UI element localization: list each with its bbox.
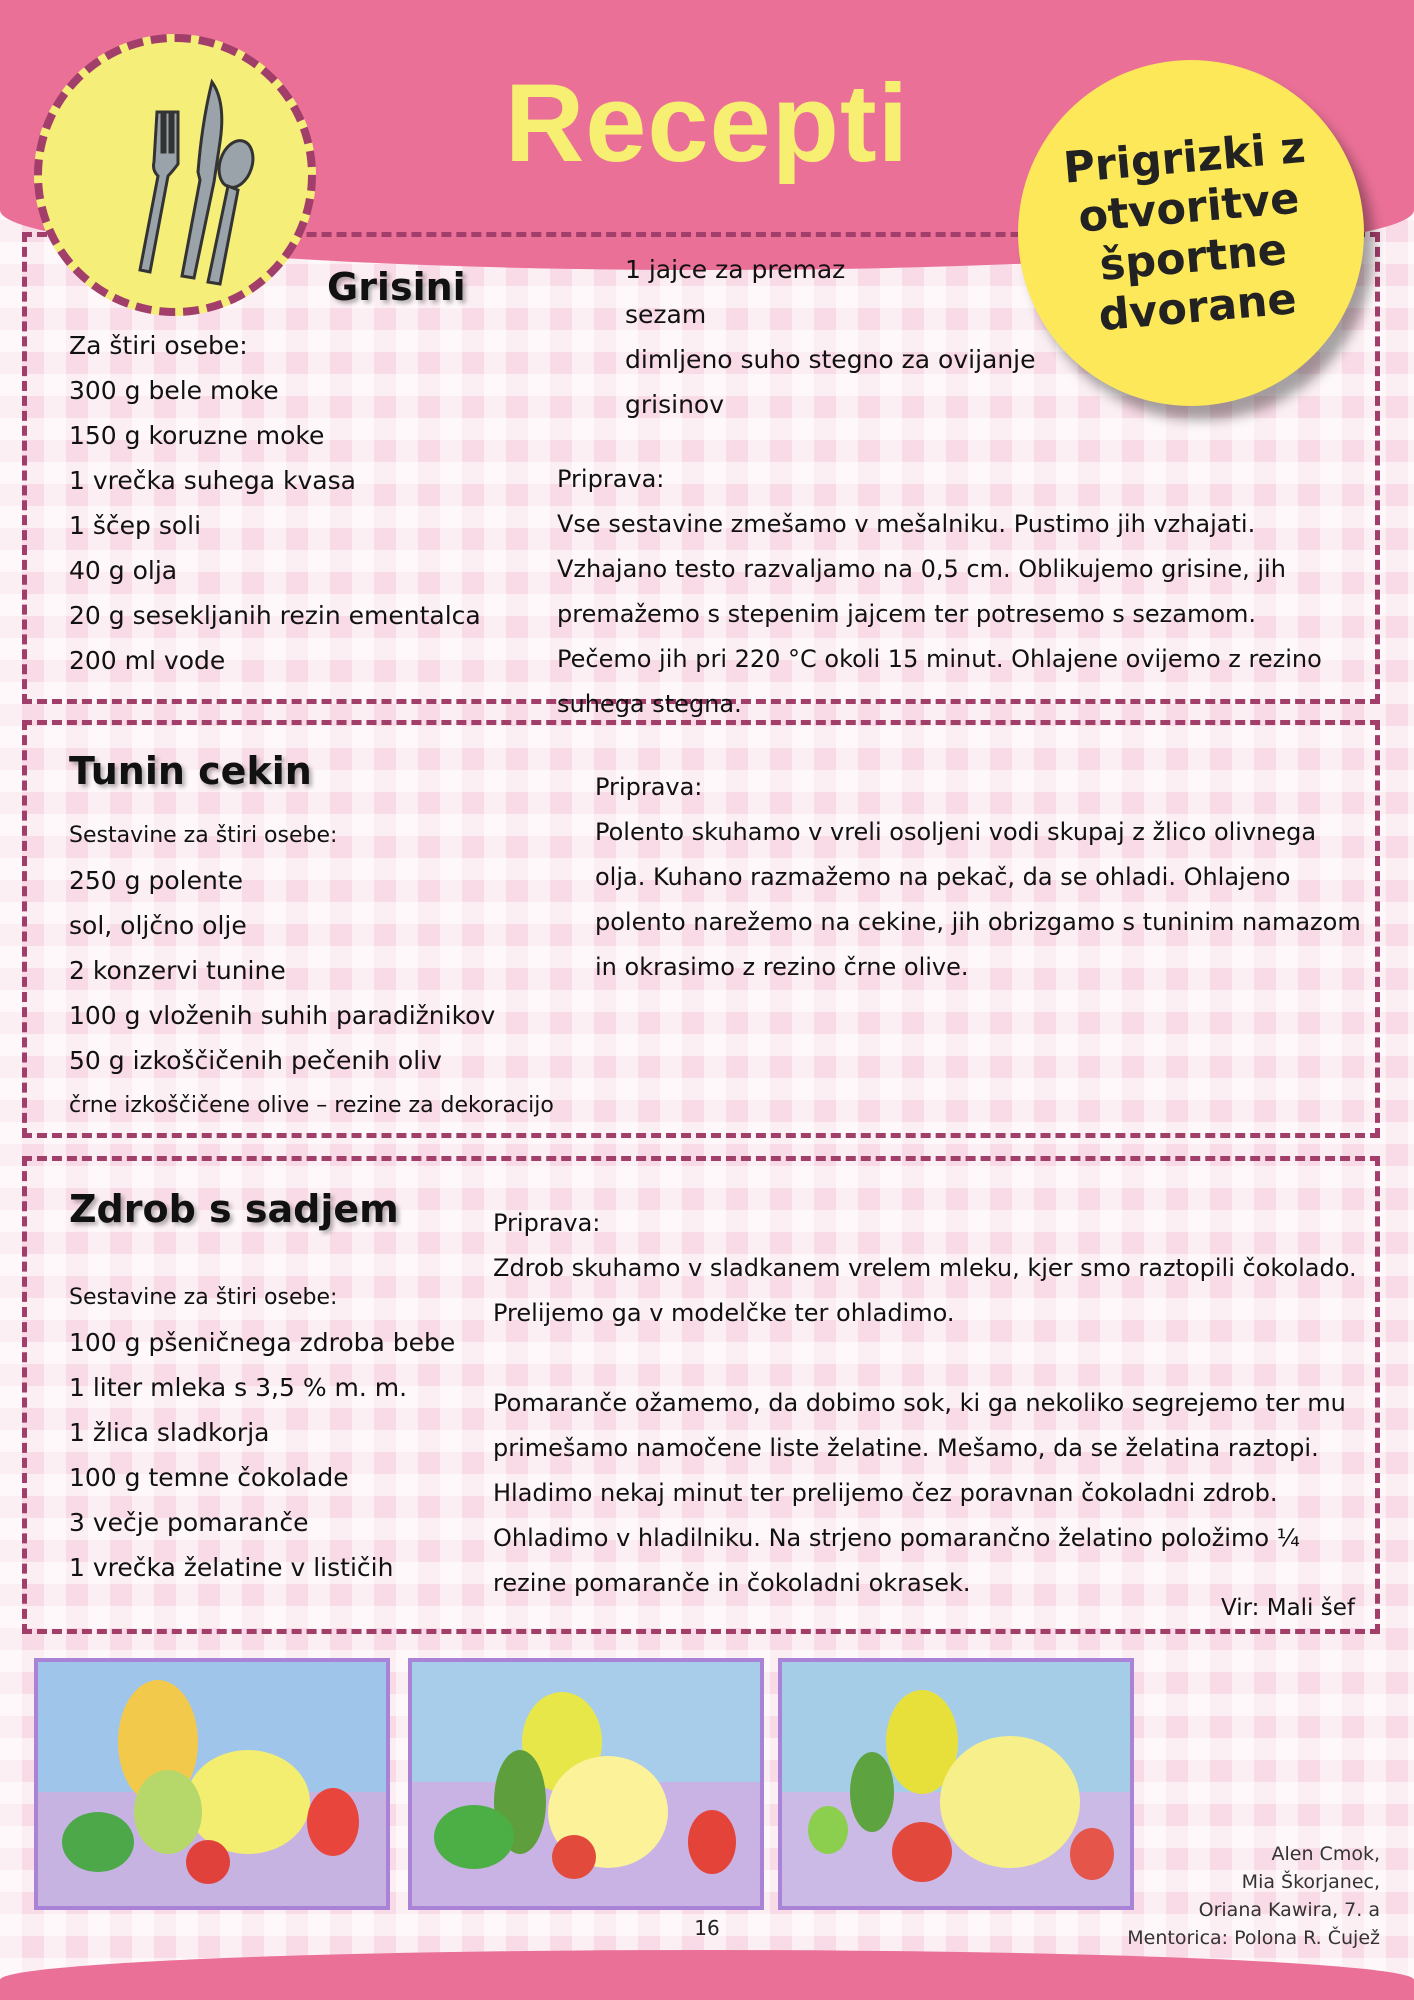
page-number: 16: [694, 1916, 720, 1940]
ingredient-item: 1 liter mleka s 3,5 % m. m.: [69, 1373, 408, 1402]
recipe-title: Tunin cekin: [69, 749, 312, 793]
ingredient-list: [69, 1275, 455, 1590]
ingredient-item: 250 g polente: [69, 866, 243, 895]
ingredient-item: 50 g izkoščičenih pečenih oliv: [69, 1046, 442, 1075]
ingredient-item: 200 ml vode: [69, 646, 226, 675]
ingredient-item: 3 večje pomaranče: [69, 1508, 309, 1537]
ingredient-item: 150 g koruzne moke: [69, 421, 325, 450]
ingredient-heading: Sestavine za štiri osebe:: [69, 1285, 338, 1310]
ingredient-item: 1 žlica sladkorja: [69, 1418, 270, 1447]
badge-line: športne: [1097, 224, 1289, 291]
preparation: [493, 1201, 1363, 1606]
ingredient-item: 20 g sesekljanih rezin ementalca: [69, 601, 481, 630]
ingredient-item: 100 g temne čokolade: [69, 1463, 349, 1492]
cutlery-icon: [102, 72, 262, 292]
badge-line: otvoritve: [1076, 173, 1302, 243]
recipe-title: Grisini: [327, 265, 466, 309]
ingredient-item: sezam: [625, 300, 707, 329]
credit-line: Alen Cmok,: [1271, 1843, 1380, 1865]
footer-band: [0, 1950, 1414, 2000]
credit-line: Mia Škorjanec,: [1241, 1871, 1380, 1893]
ingredient-list: [69, 323, 481, 683]
ingredient-item: 100 g vloženih suhih paradižnikov: [69, 1001, 496, 1030]
ingredient-heading: Sestavine za štiri osebe:: [69, 823, 338, 848]
ingredient-list: [69, 813, 554, 1128]
ingredient-item: Za štiri osebe:: [69, 331, 248, 360]
preparation: [557, 457, 1357, 727]
ingredient-item: 1 vrečka suhega kvasa: [69, 466, 356, 495]
recipe-zdrob-s-sadjem: [22, 1156, 1380, 1634]
ingredient-item: sol, oljčno olje: [69, 911, 247, 940]
badge-line: Prigrizki z: [1061, 122, 1308, 194]
preparation-label: Priprava:: [557, 465, 665, 493]
ingredient-item: 1 ščep soli: [69, 511, 202, 540]
credit-line: Oriana Kawira, 7. a: [1198, 1899, 1380, 1921]
source-note: Vir: Mali šef: [1221, 1595, 1355, 1621]
badge-line: dvorane: [1096, 274, 1299, 342]
ingredient-list-extra: [625, 247, 1036, 427]
recipe-tunin-cekin: [22, 720, 1380, 1138]
vegetable-drawing-2: [408, 1658, 764, 1910]
ingredient-item: 300 g bele moke: [69, 376, 279, 405]
vegetable-drawing-1: [34, 1658, 390, 1910]
preparation-label: Priprava:: [595, 773, 703, 801]
preparation-label: Priprava:: [493, 1209, 601, 1237]
ingredient-item: 40 g olja: [69, 556, 178, 585]
ingredient-item: 1 jajce za premaz: [625, 255, 846, 284]
recipe-title: Zdrob s sadjem: [69, 1187, 399, 1231]
event-badge: [1018, 60, 1364, 406]
preparation-text: Polento skuhamo v vreli osoljeni vodi skupaj z žlico olivnega olja. Kuhano razmažemo na pekač, da se ohladi. Ohlajeno polento narežemo na cekine, jih obrizgamo s tuninim namazom in okrasimo z rezino črne olive.: [595, 818, 1361, 981]
ingredient-item: 100 g pšeničnega zdroba bebe: [69, 1328, 456, 1357]
ingredient-item: črne izkoščičene olive – rezine za dekoracijo: [69, 1093, 554, 1118]
ingredient-item: 1 vrečka želatine v lističih: [69, 1553, 394, 1582]
ingredient-item: grisinov: [625, 390, 724, 419]
preparation: [595, 765, 1365, 990]
ingredient-item: dimljeno suho stegno za ovijanje: [625, 345, 1036, 374]
preparation-text: Pomaranče ožamemo, da dobimo sok, ki ga nekoliko segrejemo ter mu primešamo namočene liste želatine. Mešamo, da se želatina raztopi. Hladimo nekaj minut ter prelijemo čez poravnan čokoladni zdrob. Ohladimo v hladilniku. Na strjeno pomarančno želatino položimo ¼ rezine pomaranče in čokoladni okrasek.: [493, 1389, 1346, 1597]
credit-line: Mentorica: Polona R. Čujež: [1127, 1927, 1380, 1949]
vegetable-drawing-3: [778, 1658, 1134, 1910]
preparation-text: Zdrob skuhamo v sladkanem vrelem mleku, kjer smo raztopili čokolado. Prelijemo ga v modelčke ter ohladimo.: [493, 1254, 1357, 1327]
preparation-text: Vse sestavine zmešamo v mešalniku. Pustimo jih vzhajati. Vzhajano testo razvaljamo na 0,5 cm. Oblikujemo grisine, jih premažemo s stepenim jajcem ter potresemo s sezamom. Pečemo jih pri 220 °C okoli 15 minut. Ohlajene ovijemo z rezino suhega stegna.: [557, 510, 1322, 718]
cutlery-emblem: [34, 34, 316, 316]
ingredient-item: 2 konzervi tunine: [69, 956, 286, 985]
page-title: Recepti: [504, 62, 910, 185]
